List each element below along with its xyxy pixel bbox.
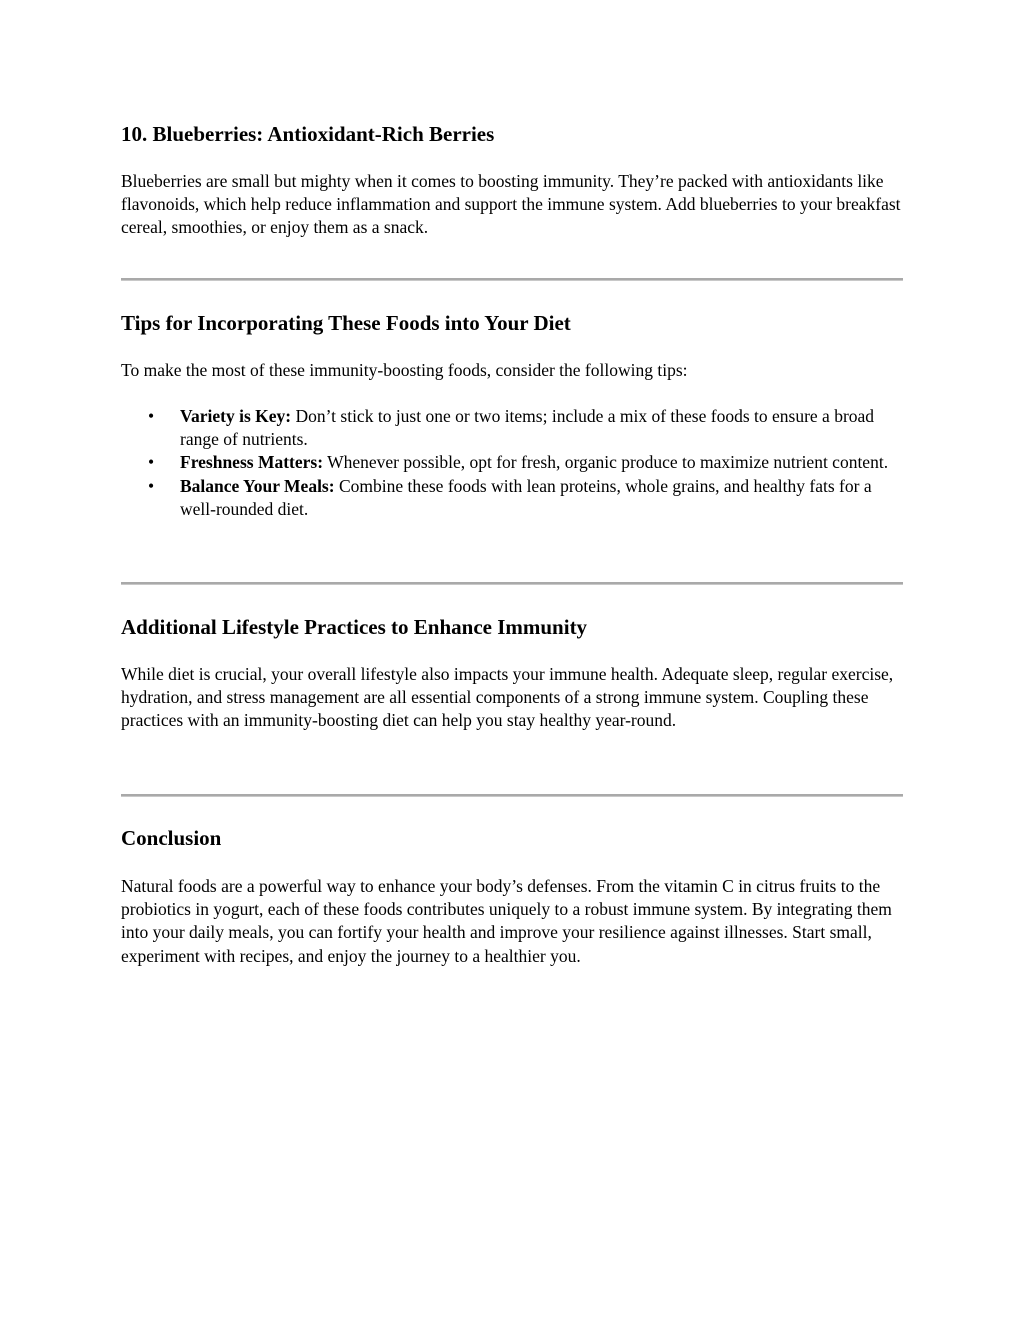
tip-label: Freshness Matters: [180, 452, 324, 473]
section-heading-blueberries: 10. Blueberries: Antioxidant-Rich Berries [121, 122, 495, 146]
section-body-conclusion: Natural foods are a powerful way to enhance your body’s defenses. From the vitamin C in citrus fruits to the probiotics in yogurt, each of these foods contributes uniquely to a robust immune system. By integrating them into your daily meals, you can fortify your health and improve your resilience against illnesses. Start small, experiment with recipes, and enjoy the journey to a healthier you. [121, 876, 892, 966]
tip-label: Variety is Key: [180, 406, 292, 426]
bullet-icon: • [148, 452, 155, 473]
tips-intro: To make the most of these immunity-boosting foods, consider the following tips: [121, 360, 688, 380]
tips-list [121, 405, 903, 521]
tip-text: Don’t stick to just one or two items; include a mix of these foods to ensure a broad range of nutrients. [180, 406, 875, 450]
horizontal-rule [121, 278, 903, 281]
tip-text: Whenever possible, opt for fresh, organic produce to maximize nutrient content. [323, 452, 889, 473]
list-item [121, 451, 903, 474]
tip-label: Balance Your Meals: [180, 475, 335, 496]
horizontal-rule [121, 582, 903, 585]
section-heading-tips: Tips for Incorporating These Foods into Your Diet [121, 311, 571, 335]
list-item [121, 405, 903, 451]
bullet-icon: • [148, 475, 155, 496]
list-item [121, 475, 903, 521]
section-heading-conclusion: Conclusion [121, 826, 222, 850]
section-heading-lifestyle: Additional Lifestyle Practices to Enhance Immunity [121, 615, 588, 639]
tip-text: Combine these foods with lean proteins, whole grains, and healthy fats for a well-rounded diet. [180, 475, 872, 519]
section-body-lifestyle: While diet is crucial, your overall lifestyle also impacts your immune health. Adequate sleep, regular exercise, hydration, and stress management are all essential components of a strong immune system. Coupling these practices with an immunity-boosting diet can help you stay healthy year-round. [121, 664, 894, 731]
horizontal-rule [121, 794, 903, 797]
section-body-blueberries: Blueberries are small but mighty when it comes to boosting immunity. They’re packed with antioxidants like flavonoids, which help reduce inflammation and support the immune system. Add blueberries to your breakfast cereal, smoothies, or enjoy them as a snack. [121, 171, 901, 238]
bullet-icon: • [148, 406, 155, 426]
